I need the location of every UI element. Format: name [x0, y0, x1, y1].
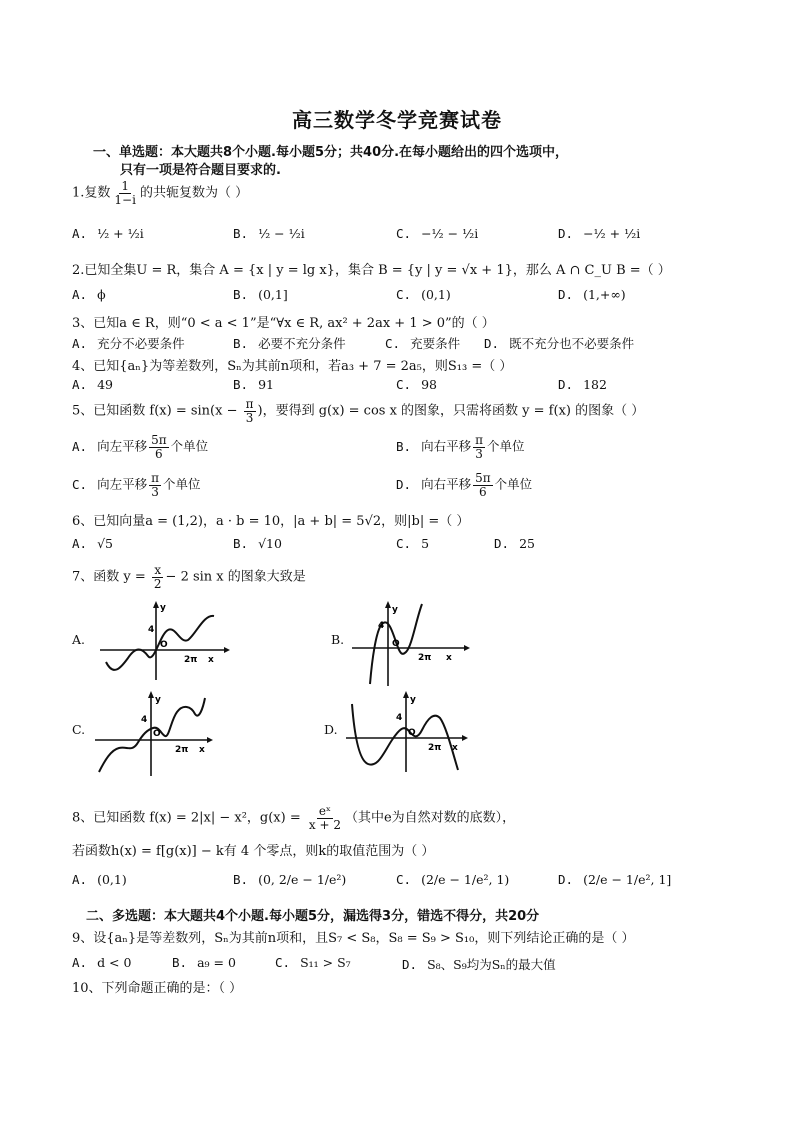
x-label: x [452, 743, 458, 753]
q2-option-d[interactable] [558, 287, 626, 302]
option-letter: B. [233, 377, 249, 392]
option-letter: A. [72, 438, 88, 454]
option-fraction [149, 434, 169, 460]
q1-option-b[interactable] [233, 226, 305, 241]
q7-frac-denominator: 2 [153, 576, 162, 591]
option-text: 向右平移 [421, 438, 472, 454]
q5-option-a[interactable] [72, 434, 208, 460]
option-letter: D. [484, 336, 500, 351]
option-text: ½ + ½i [97, 226, 144, 241]
option-fraction [473, 472, 493, 498]
q4-option-d[interactable] [558, 377, 607, 392]
option-letter: D. [402, 957, 418, 972]
q5-post: )，要得到 g(x) = cos x 的图象，只需将函数 y = f(x) 的图象（ ） [257, 403, 645, 419]
q7-graph-d[interactable] [346, 690, 468, 774]
option-text: (0, 2/e − 1/e²) [258, 872, 347, 887]
option-text: 必要不充分条件 [258, 336, 346, 351]
x-label: x [199, 745, 205, 755]
four-label: 4 [378, 621, 385, 631]
option-letter: A. [72, 536, 88, 551]
four-label: 4 [396, 713, 403, 723]
q5-option-d[interactable] [396, 472, 532, 498]
option-letter: D. [558, 377, 574, 392]
q5-option-b[interactable] [396, 434, 524, 460]
q8-post: （其中e为自然对数的底数）， [344, 810, 516, 826]
q8-option-b[interactable] [233, 872, 346, 887]
curve-c [99, 698, 205, 772]
q9-option-d[interactable] [402, 955, 556, 973]
option-text: S₈、S₉均为Sₙ的最大值 [427, 957, 556, 972]
option-text: 向左平移 [97, 476, 148, 492]
option-text: (2/e − 1/e², 1) [421, 872, 510, 887]
two-pi-label: 2π [184, 655, 198, 665]
option-text: (1,+∞) [583, 287, 626, 302]
option-letter: D. [558, 872, 574, 887]
option-text: 98 [421, 377, 437, 392]
q4-option-c[interactable] [396, 377, 437, 392]
option-text: ½ − ½i [258, 226, 305, 241]
q1-frac-numerator: 1 [121, 179, 129, 193]
option-text: S₁₁ > S₇ [300, 955, 351, 970]
option-frac-denominator: 3 [475, 446, 483, 461]
option-text: √5 [97, 536, 113, 551]
q7-graph-a[interactable] [100, 600, 230, 682]
q7-fraction [152, 564, 164, 590]
q7-graph-b[interactable] [352, 600, 470, 688]
q2-option-a[interactable] [72, 287, 106, 302]
option-letter: C. [396, 226, 412, 241]
q6-option-d[interactable] [494, 536, 535, 551]
two-pi-label: 2π [418, 653, 432, 663]
q8-option-a[interactable] [72, 872, 127, 887]
option-text: −½ + ½i [583, 226, 641, 241]
option-frac-numerator: π [151, 471, 159, 485]
q9-option-a[interactable] [72, 955, 131, 970]
q8-option-c[interactable] [396, 872, 509, 887]
q7-option-d-letter[interactable]: D. [324, 722, 338, 737]
option-letter: B. [233, 872, 249, 887]
option-frac-numerator: 5π [151, 433, 167, 447]
x-label: x [446, 653, 452, 663]
option-letter: C. [275, 955, 291, 970]
option-letter: C. [72, 476, 88, 492]
q1-option-c[interactable] [396, 226, 478, 241]
question-6: 6、已知向量a = (1,2)，a · b = 10，|a + b| = 5√2，则|b| =（ ） [72, 514, 470, 529]
q9-option-c[interactable] [275, 955, 351, 970]
q5-pre: 5、已知函数 f(x) = sin(x − [72, 403, 242, 419]
question-7 [72, 564, 306, 590]
option-letter: A. [72, 287, 88, 302]
option-text: 个单位 [486, 438, 525, 454]
option-letter: D. [558, 287, 574, 302]
option-text: 既不充分也不必要条件 [509, 336, 635, 351]
option-letter: A. [72, 377, 88, 392]
option-text: 个单位 [494, 476, 533, 492]
option-letter: B. [396, 438, 412, 454]
option-letter: C. [385, 336, 401, 351]
q1-frac-denominator: 1−i [114, 192, 136, 207]
question-4: 4、已知{aₙ}为等差数列，Sₙ为其前n项和，若a₃ + 7 = 2a₅，则S₁₃ =（ ） [72, 359, 513, 374]
q7-post: − 2 sin x 的图象大致是 [165, 569, 306, 585]
option-letter: D. [558, 226, 574, 241]
question-3: 3、已知a ∈ R，则“0 < a < 1”是“∀x ∈ R, ax² + 2ax + 1 > 0”的（ ） [72, 316, 495, 331]
option-text: 49 [97, 377, 113, 392]
question-8-line2: 若函数h(x) = f[g(x)] − k有 4 个零点，则k的取值范围为（ ） [72, 844, 435, 859]
q7-option-a-letter[interactable]: A. [72, 632, 86, 647]
option-text: (0,1) [97, 872, 127, 887]
q8-option-d[interactable] [558, 872, 671, 887]
option-letter: D. [494, 536, 510, 551]
two-pi-label: 2π [428, 743, 442, 753]
four-label: 4 [148, 625, 155, 635]
option-letter: D. [396, 476, 412, 492]
x-axis-arrow-icon [207, 737, 213, 743]
option-letter: C. [396, 377, 412, 392]
option-text: 向右平移 [421, 476, 472, 492]
q1-pre: 复数 [84, 185, 111, 201]
option-letter: C. [396, 872, 412, 887]
option-text: 充分不必要条件 [97, 336, 185, 351]
q7-option-c-letter[interactable]: C. [72, 722, 86, 737]
option-text: 182 [583, 377, 607, 392]
option-text: a₉ = 0 [197, 955, 236, 970]
question-9: 9、设{aₙ}是等差数列，Sₙ为其前n项和，且S₇ < S₈，S₈ = S₉ > S₁₀，则下列结论正确的是（ ） [72, 931, 635, 946]
section2-heading: 二、多选题：本大题共4个小题.每小题5分，漏选得3分，错选不得分，共20分 [86, 909, 540, 924]
q1-option-a[interactable] [72, 226, 144, 241]
q7-graph-c[interactable] [95, 690, 213, 778]
y-axis-arrow-icon [148, 691, 154, 698]
origin-label: O [408, 728, 416, 738]
option-frac-denominator: 6 [479, 484, 487, 499]
q7-frac-numerator: x [154, 563, 162, 577]
q4-option-b[interactable] [233, 377, 274, 392]
x-axis-arrow-icon [464, 645, 470, 651]
option-frac-denominator: 3 [151, 484, 159, 499]
q7-option-b-letter[interactable]: B. [331, 632, 345, 647]
option-text: −½ − ½i [421, 226, 479, 241]
section1-heading-line1: 一、单选题：本大题共8个小题.每小题5分；共40分.在每小题给出的四个选项中， [93, 145, 569, 160]
y-label: y [410, 695, 416, 705]
q3-option-b[interactable] [233, 334, 346, 352]
question-1 [72, 180, 248, 206]
option-letter: B. [233, 336, 249, 351]
q1-fraction [112, 180, 138, 206]
y-label: y [392, 605, 398, 615]
option-letter: A. [72, 226, 88, 241]
y-axis-arrow-icon [153, 601, 159, 608]
option-letter: A. [72, 955, 88, 970]
origin-label: O [392, 639, 400, 649]
option-text: 向左平移 [97, 438, 148, 454]
option-text: d < 0 [97, 955, 132, 970]
option-text: √10 [258, 536, 282, 551]
option-fraction [473, 434, 485, 460]
option-frac-denominator: 6 [155, 446, 163, 461]
four-label: 4 [141, 715, 148, 725]
y-label: y [155, 695, 161, 705]
q8-fraction [307, 805, 343, 831]
option-text: 25 [519, 536, 535, 551]
q6-option-b[interactable] [233, 536, 282, 551]
q1-option-d[interactable] [558, 226, 640, 241]
two-pi-label: 2π [175, 745, 189, 755]
x-label: x [208, 655, 214, 665]
option-letter: A. [72, 872, 88, 887]
option-text: (0,1] [258, 287, 288, 302]
q1-post: 的共轭复数为（ ） [139, 185, 249, 201]
option-text: 5 [421, 536, 430, 551]
q6-option-c[interactable] [396, 536, 429, 551]
q3-option-a[interactable] [72, 334, 185, 352]
q7-pre: 7、函数 y = [72, 569, 150, 585]
q8-frac-numerator: eˣ [318, 804, 332, 818]
q4-option-a[interactable] [72, 377, 113, 392]
question-5 [72, 398, 644, 424]
option-text: 91 [258, 377, 274, 392]
q8-pre: 8、已知函数 f(x) = 2|x| − x²，g(x) = [72, 810, 305, 826]
option-letter: B. [233, 287, 249, 302]
q5-frac-numerator: π [245, 397, 254, 411]
q5-frac-denominator: 3 [245, 410, 254, 425]
question-8-line1 [72, 805, 515, 831]
option-letter: B. [233, 536, 249, 551]
q8-frac-denominator: x + 2 [308, 817, 341, 832]
origin-label: O [153, 729, 161, 739]
x-axis-arrow-icon [224, 647, 230, 653]
option-frac-numerator: π [475, 433, 483, 447]
x-axis-arrow-icon [462, 735, 468, 741]
q1-number: 1. [72, 185, 85, 201]
q5-option-c[interactable] [72, 472, 200, 498]
q3-option-c[interactable] [385, 334, 460, 352]
question-10: 10、下列命题正确的是：（ ） [72, 981, 243, 996]
q3-option-d[interactable] [484, 334, 634, 352]
option-frac-numerator: 5π [475, 471, 491, 485]
q2-option-c[interactable] [396, 287, 451, 302]
option-letter: C. [396, 287, 412, 302]
option-letter: B. [172, 955, 188, 970]
question-2: 2.已知全集U = R，集合 A = {x | y = lg x}，集合 B = {y | y = √x + 1}，那么 A ∩ C_U B =（ ） [72, 263, 671, 278]
q9-option-b[interactable] [172, 955, 236, 970]
y-axis-arrow-icon [403, 691, 409, 698]
option-text: 个单位 [170, 438, 209, 454]
page-title: 高三数学冬学竞赛试卷 [292, 108, 502, 132]
option-text: 个单位 [162, 476, 201, 492]
option-text: (0,1) [421, 287, 451, 302]
option-text: 充要条件 [410, 336, 461, 351]
origin-label: O [160, 640, 168, 650]
section1-heading-line2: 只有一项是符合题目要求的. [120, 163, 281, 178]
option-letter: A. [72, 336, 88, 351]
q5-fraction [244, 398, 256, 424]
option-fraction [149, 472, 161, 498]
option-letter: C. [396, 536, 412, 551]
curve-d [352, 704, 458, 770]
option-text: (2/e − 1/e², 1] [583, 872, 672, 887]
y-axis-arrow-icon [385, 601, 391, 608]
q2-option-b[interactable] [233, 287, 288, 302]
option-letter: B. [233, 226, 249, 241]
q6-option-a[interactable] [72, 536, 113, 551]
option-text: ϕ [97, 287, 106, 302]
y-label: y [160, 603, 166, 613]
